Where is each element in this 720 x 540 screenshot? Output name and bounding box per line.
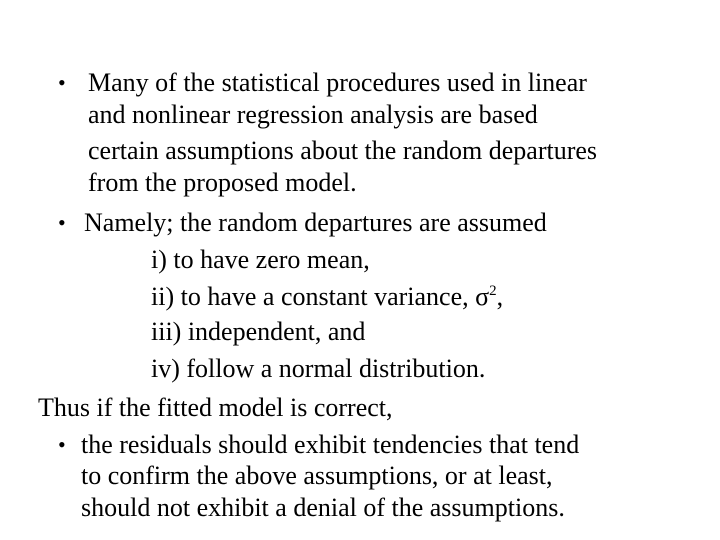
bullet-marker: • <box>58 210 66 235</box>
item-iv: iv) follow a normal distribution. <box>151 354 486 383</box>
para1-line-4: from the proposed model. <box>88 168 357 197</box>
para2-intro: Namely; the random departures are assumed <box>84 208 547 237</box>
superscript-two: 2 <box>489 283 497 299</box>
para1-line-1: Many of the statistical procedures used in linear <box>88 68 587 97</box>
item-i: i) to have zero mean, <box>151 245 370 274</box>
para3-line-3: should not exhibit a denial of the assumptions. <box>81 493 565 522</box>
para1-line-2: and nonlinear regression analysis are based <box>88 100 538 129</box>
bullet-marker: • <box>58 432 66 457</box>
bullet-marker: • <box>58 70 66 95</box>
item-ii-suffix: , <box>496 282 504 311</box>
conclusion-line: Thus if the fitted model is correct, <box>38 393 393 422</box>
para3-line-2: to confirm the above assumptions, or at least, <box>81 461 553 490</box>
para3-line-1: the residuals should exhibit tendencies that tend <box>81 430 580 459</box>
item-ii-text: ii) to have a constant variance, <box>151 282 476 311</box>
item-ii <box>151 281 503 313</box>
para1-line-3: certain assumptions about the random departures <box>88 136 598 165</box>
sigma-symbol: σ <box>475 282 490 311</box>
item-iii: iii) independent, and <box>151 317 366 346</box>
